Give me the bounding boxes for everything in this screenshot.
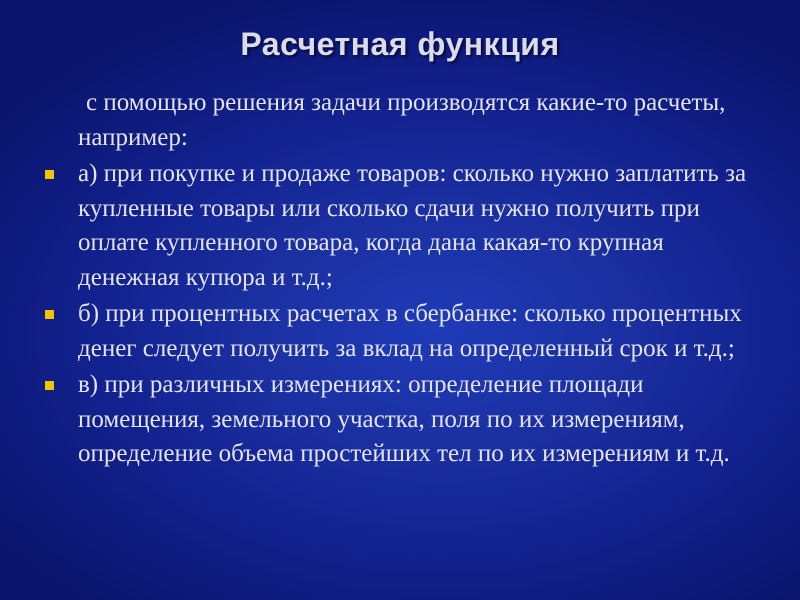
list-item-text: а) при покупке и продаже товаров: сколько нужно заплатить за купленные товары или сколько сдачи нужно получить при оплате купленного товара, когда дана какая-то крупная денежная купюра и т.д.; [78, 160, 747, 291]
bullet-square-icon [45, 381, 54, 390]
bullet-square-icon [45, 310, 54, 319]
bullet-square-icon [45, 170, 54, 179]
list-item-c [78, 368, 758, 472]
slide-body [78, 86, 758, 472]
list-item-text: в) при различных измерениях: определение площади помещения, земельного участка, поля по их измерениям, определение объема простейших тел по их измерениям и т.д. [78, 371, 730, 467]
list-item-a [78, 157, 758, 295]
intro-text: с помощью решения задачи производятся какие-то расчеты, например: [78, 89, 726, 151]
list-item-text: б) при процентных расчетах в сбербанке: сколько процентных денег следует получить за вклад на определенный срок и т.д.; [78, 300, 742, 362]
list-item-b [78, 297, 758, 366]
slide-title: Расчетная функция [240, 26, 560, 62]
